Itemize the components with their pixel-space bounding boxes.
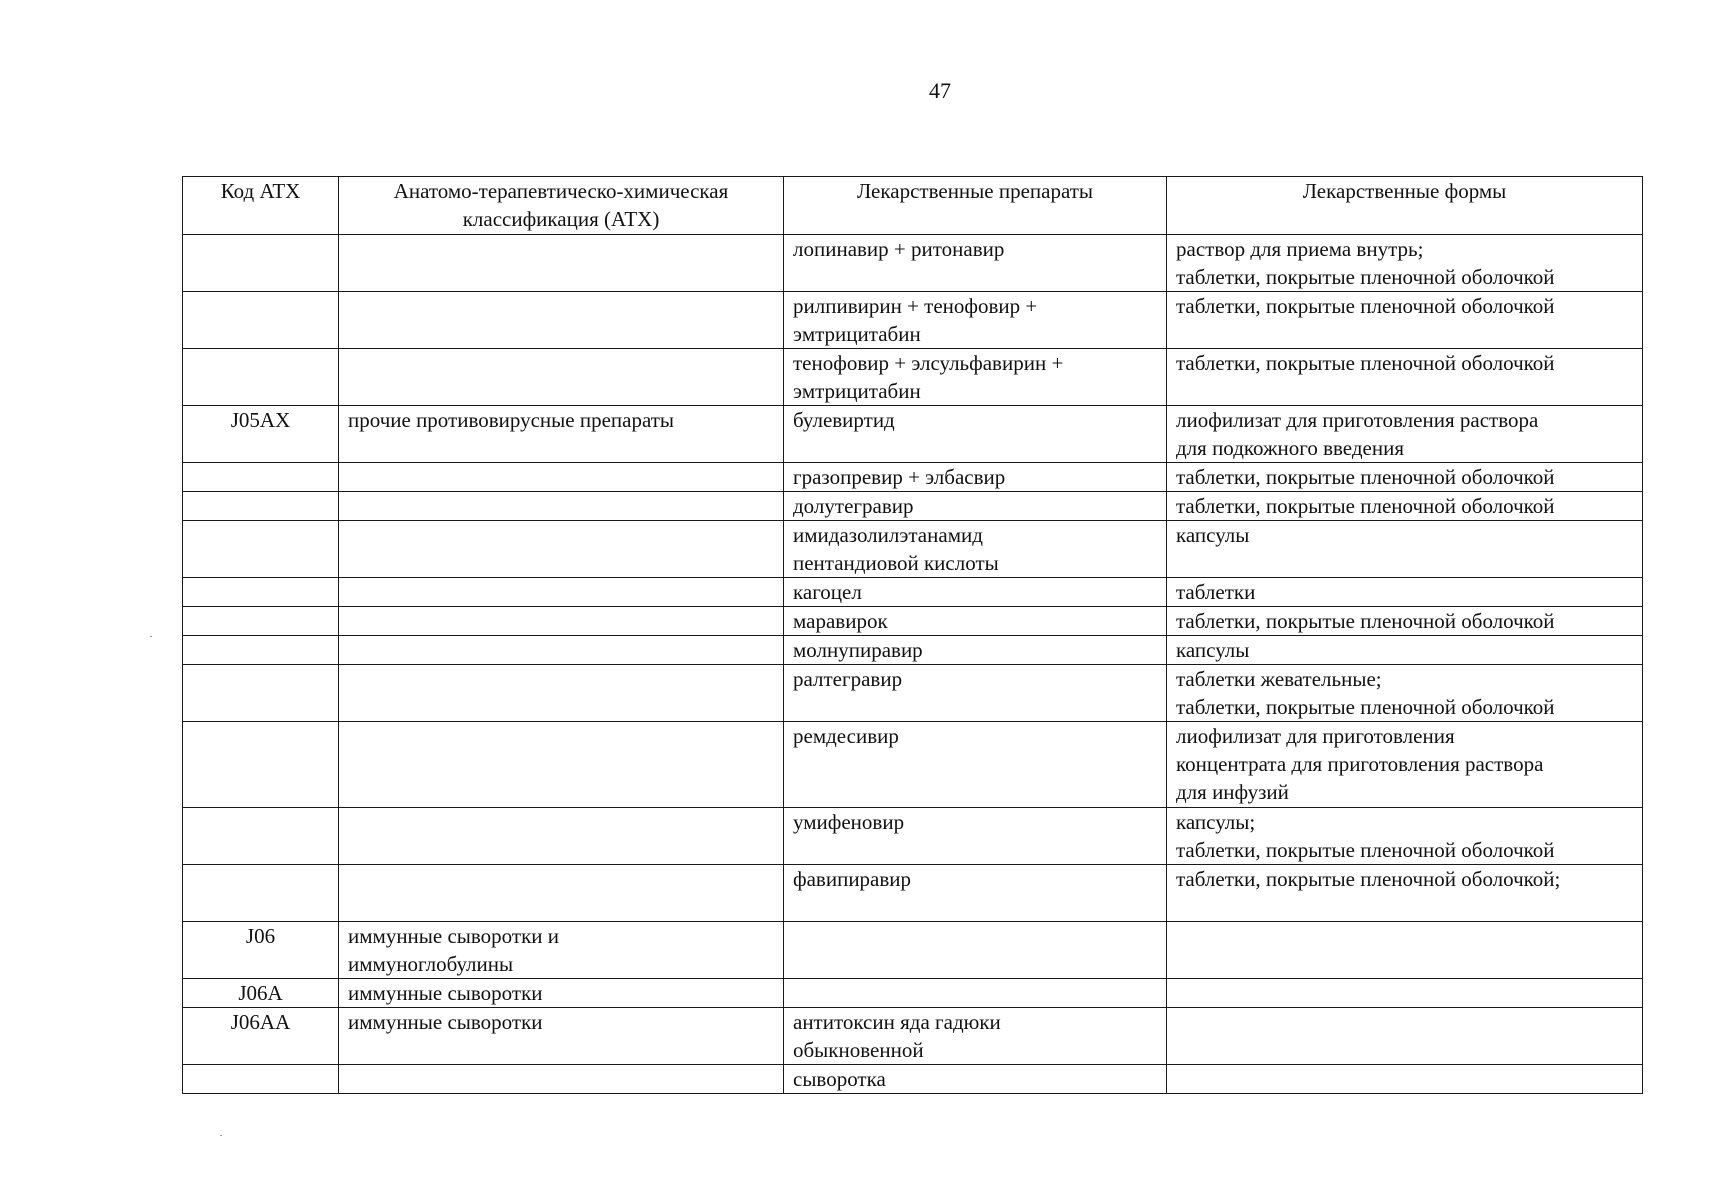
row-form bbox=[1167, 1008, 1643, 1065]
row-classification: иммунные сыворотки bbox=[339, 979, 784, 1008]
row-classification bbox=[339, 521, 784, 578]
row-drug: умифеновир bbox=[784, 808, 1167, 865]
scan-speck bbox=[150, 636, 152, 637]
header-drugs: Лекарственные препараты bbox=[784, 177, 1167, 235]
row-form: таблетки bbox=[1167, 578, 1643, 607]
row-form: капсулы bbox=[1167, 521, 1643, 578]
row-classification bbox=[339, 808, 784, 865]
row-form bbox=[1167, 979, 1643, 1008]
table-row bbox=[183, 578, 1643, 607]
table-row bbox=[183, 349, 1643, 406]
row-form bbox=[1167, 922, 1643, 979]
row-drug: молнупиравир bbox=[784, 636, 1167, 665]
row-form bbox=[1167, 1065, 1643, 1094]
row-form: таблетки жевательные; таблетки, покрытые пленочной оболочкой bbox=[1167, 665, 1643, 722]
row-drug: маравирок bbox=[784, 607, 1167, 636]
row-drug: гразопревир + элбасвир bbox=[784, 463, 1167, 492]
row-code bbox=[183, 722, 339, 808]
row-code bbox=[183, 292, 339, 349]
row-classification bbox=[339, 865, 784, 922]
row-form: таблетки, покрытые пленочной оболочкой bbox=[1167, 607, 1643, 636]
row-code bbox=[183, 636, 339, 665]
row-classification bbox=[339, 607, 784, 636]
row-code bbox=[183, 1065, 339, 1094]
row-drug: рилпивирин + тенофовир + эмтрицитабин bbox=[784, 292, 1167, 349]
row-drug: булевиртид bbox=[784, 406, 1167, 463]
row-classification bbox=[339, 722, 784, 808]
row-drug: фавипиравир bbox=[784, 865, 1167, 922]
row-form: лиофилизат для приготовления концентрата для приготовления раствора для инфузий bbox=[1167, 722, 1643, 808]
row-classification bbox=[339, 463, 784, 492]
row-form: лиофилизат для приготовления раствора для подкожного введения bbox=[1167, 406, 1643, 463]
row-code: J06AA bbox=[183, 1008, 339, 1065]
row-classification bbox=[339, 235, 784, 292]
header-code: Код ATX bbox=[183, 177, 339, 235]
row-drug: антитоксин яда гадюки обыкновенной bbox=[784, 1008, 1167, 1065]
table-row bbox=[183, 607, 1643, 636]
row-drug: сыворотка bbox=[784, 1065, 1167, 1094]
row-classification bbox=[339, 1065, 784, 1094]
table-row bbox=[183, 665, 1643, 722]
row-drug bbox=[784, 979, 1167, 1008]
row-code: J06 bbox=[183, 922, 339, 979]
atx-table-container bbox=[182, 176, 1642, 1094]
table-row bbox=[183, 865, 1643, 922]
row-drug: долутегравир bbox=[784, 492, 1167, 521]
header-row bbox=[183, 177, 1643, 235]
row-code bbox=[183, 607, 339, 636]
row-code bbox=[183, 808, 339, 865]
table-row bbox=[183, 979, 1643, 1008]
table-row bbox=[183, 521, 1643, 578]
row-code: J05AX bbox=[183, 406, 339, 463]
row-code bbox=[183, 521, 339, 578]
table-row bbox=[183, 1008, 1643, 1065]
table-row bbox=[183, 636, 1643, 665]
row-code bbox=[183, 865, 339, 922]
table-row bbox=[183, 292, 1643, 349]
row-form: раствор для приема внутрь; таблетки, покрытые пленочной оболочкой bbox=[1167, 235, 1643, 292]
table-row bbox=[183, 922, 1643, 979]
row-classification: прочие противовирусные препараты bbox=[339, 406, 784, 463]
row-form: капсулы; таблетки, покрытые пленочной оболочкой bbox=[1167, 808, 1643, 865]
row-drug: имидазолилэтанамид пентандиовой кислоты bbox=[784, 521, 1167, 578]
row-drug: тенофовир + элсульфавирин + эмтрицитабин bbox=[784, 349, 1167, 406]
row-classification bbox=[339, 349, 784, 406]
row-form: таблетки, покрытые пленочной оболочкой bbox=[1167, 292, 1643, 349]
row-form: таблетки, покрытые пленочной оболочкой bbox=[1167, 492, 1643, 521]
row-classification: иммунные сыворотки bbox=[339, 1008, 784, 1065]
table-row bbox=[183, 492, 1643, 521]
row-form: таблетки, покрытые пленочной оболочкой; bbox=[1167, 865, 1643, 922]
row-code bbox=[183, 463, 339, 492]
row-drug: кагоцел bbox=[784, 578, 1167, 607]
row-form: таблетки, покрытые пленочной оболочкой bbox=[1167, 463, 1643, 492]
row-code bbox=[183, 492, 339, 521]
table-row bbox=[183, 406, 1643, 463]
row-drug: лопинавир + ритонавир bbox=[784, 235, 1167, 292]
row-code: J06A bbox=[183, 979, 339, 1008]
row-form: капсулы bbox=[1167, 636, 1643, 665]
row-classification bbox=[339, 578, 784, 607]
scan-speck bbox=[220, 1135, 222, 1136]
row-classification bbox=[339, 665, 784, 722]
header-forms: Лекарственные формы bbox=[1167, 177, 1643, 235]
row-classification bbox=[339, 492, 784, 521]
table-row bbox=[183, 235, 1643, 292]
page-number: 47 bbox=[929, 78, 951, 103]
row-code bbox=[183, 349, 339, 406]
table-row bbox=[183, 1065, 1643, 1094]
header-classification: Анатомо-терапевтическо-химическая классификация (АТХ) bbox=[339, 177, 784, 235]
row-drug: ремдесивир bbox=[784, 722, 1167, 808]
row-drug bbox=[784, 922, 1167, 979]
row-classification bbox=[339, 636, 784, 665]
table-row bbox=[183, 808, 1643, 865]
row-classification bbox=[339, 292, 784, 349]
row-code bbox=[183, 578, 339, 607]
table-row bbox=[183, 463, 1643, 492]
row-form: таблетки, покрытые пленочной оболочкой bbox=[1167, 349, 1643, 406]
row-code bbox=[183, 665, 339, 722]
row-classification: иммунные сыворотки и иммуноглобулины bbox=[339, 922, 784, 979]
table-row bbox=[183, 722, 1643, 808]
row-code bbox=[183, 235, 339, 292]
atx-table bbox=[182, 176, 1643, 1094]
row-drug: ралтегравир bbox=[784, 665, 1167, 722]
